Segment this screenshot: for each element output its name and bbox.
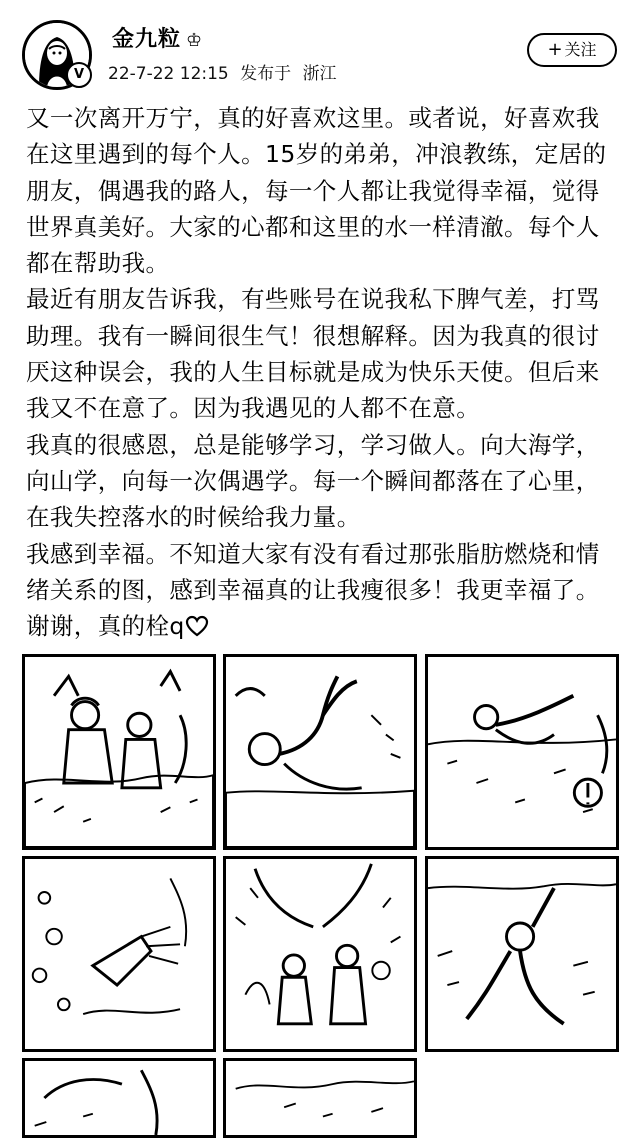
post-paragraph: 我真的很感恩，总是能够学习，学习做人。向大海学，向山学，向每一次偶遇学。每一个瞬间都落在了心里，在我失控落水的时候给我力量。 <box>26 430 600 532</box>
photo-partial-2 <box>226 1061 414 1135</box>
photo-waving-on-rocks <box>428 859 616 1049</box>
post-meta <box>108 62 343 86</box>
photo-group-under-tree <box>226 859 414 1049</box>
photo-thumbnail-1[interactable] <box>22 654 216 850</box>
photo-thumbnail-6[interactable] <box>425 856 619 1052</box>
post-paragraph-text: 我感到幸福。不知道大家有没有看过那张脂肪燃烧和情绪关系的图，感到幸福真的让我瘦很多！我更幸福了。谢谢，真的栓q <box>26 539 600 641</box>
verified-badge-icon: V <box>66 62 92 88</box>
photo-handstand <box>226 657 414 847</box>
post-location: 浙江 <box>302 64 337 84</box>
photo-partial-1 <box>25 1061 213 1135</box>
photo-thumbnail-3[interactable] <box>425 654 619 850</box>
plus-icon: + <box>547 39 563 60</box>
post-date: 22-7-22 12:15 <box>108 64 229 84</box>
follow-label: 关注 <box>564 40 597 59</box>
post-text <box>26 100 616 644</box>
location-prefix: 发布于 <box>240 64 292 84</box>
post-paragraph: 又一次离开万宁，真的好喜欢这里。或者说，好喜欢我在这里遇到的每个人。15岁的弟弟，冲浪教练，定居的朋友，偶遇我的路人，每一个人都让我觉得幸福，觉得世界真美好。大家的心都和这里的水一样清澈。每个人都在帮助我。 <box>26 104 607 278</box>
photo-sea-splash <box>25 859 213 1049</box>
author-name[interactable]: 金九粒 <box>112 27 182 52</box>
post-header <box>0 0 640 100</box>
photo-grid <box>0 650 640 1130</box>
heart-icon <box>185 615 209 637</box>
photo-beach-lying <box>428 657 616 847</box>
photo-thumbnail-7[interactable] <box>22 1058 216 1138</box>
follow-button[interactable] <box>527 33 617 67</box>
photo-surfers-group <box>25 657 213 847</box>
crown-badge-icon: ♔ <box>186 30 203 51</box>
photo-thumbnail-4[interactable] <box>22 856 216 1052</box>
photo-thumbnail-5[interactable] <box>223 856 417 1052</box>
photo-thumbnail-8[interactable] <box>223 1058 417 1138</box>
photo-thumbnail-2[interactable] <box>223 654 417 850</box>
post-paragraph-last <box>26 536 616 645</box>
post-paragraph: 最近有朋友告诉我，有些账号在说我私下脾气差，打骂助理。我有一瞬间很生气！很想解释。因为我真的很讨厌这种误会，我的人生目标就是成为快乐天使。但后来我又不在意了。因为我遇见的人都不在意。 <box>26 285 600 423</box>
